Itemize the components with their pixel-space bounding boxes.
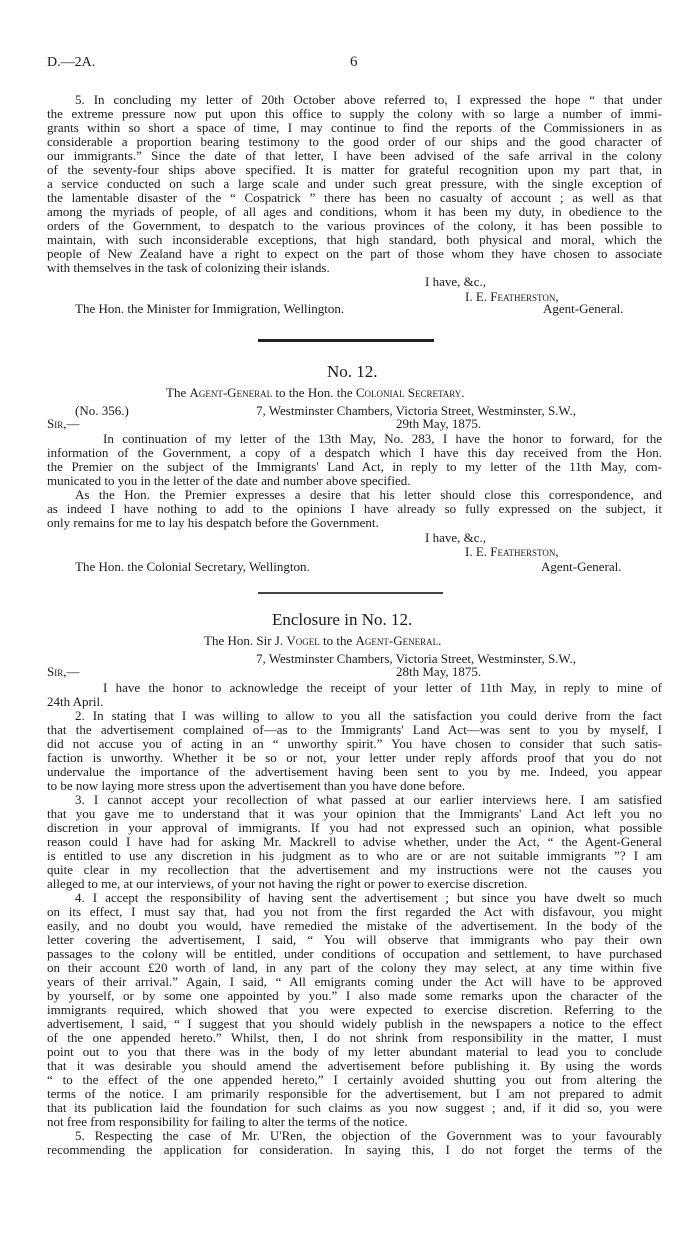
addressee: The Hon. the Colonial Secretary, Wellington. — [75, 559, 310, 574]
text-line: 3. I cannot accept your recollection of what passed at our earlier interviews here. I am satisfied — [75, 793, 662, 807]
text-line: that it was desirable you should amend the advertisement before publishing it. By using the words — [47, 1059, 662, 1073]
text-line: of the seventy-four ships above specified. It is matter for grateful recognition upon my part that, in — [47, 163, 662, 177]
text-line: that the advertisement complained of—as to the Immigrants' Land Act—was sent to you by myself, I — [47, 723, 662, 737]
paragraph — [47, 681, 662, 709]
text-line: only remains for me to lay his despatch before the Government. — [47, 516, 379, 530]
text-line: people of New Zealand have a right to expect on the part of those whom they have chosen to associate — [47, 247, 662, 261]
section-divider — [258, 592, 443, 594]
text-line: a service conducted on such a large scale and under such great pressure, with the single exception of — [47, 177, 662, 191]
text-line: 5. Respecting the case of Mr. U'Ren, the objection of the Government was to your favourably — [75, 1129, 662, 1143]
text-line: not free from responsibility for failing to alter the terms of the notice. — [47, 1115, 408, 1129]
paragraph — [47, 1129, 662, 1157]
salutation: Sir,— — [47, 664, 80, 679]
text-line: I have the honor to acknowledge the receipt of your letter of 11th May, in reply to mine of — [103, 681, 662, 695]
signer-title: Agent-General. — [543, 301, 624, 316]
paragraph — [47, 709, 662, 793]
text-line: on its effect, I must say that, had you not from the first regarded the Act with disfavour, you might — [47, 905, 662, 919]
paragraph — [47, 891, 662, 1129]
letter-number-heading: No. 12. — [327, 362, 378, 381]
text-line: terms of the notice. I am primarily responsible for the advertisement, but I am not prepared to admit — [47, 1087, 662, 1101]
text-line: discretion in your approval of immigrants. If you had not expressed such an opinion, what possible — [47, 821, 662, 835]
heading-segment: Vogel — [286, 633, 320, 648]
text-line: the lamentable disaster of the “ Cospatrick ” there has been no casualty of account ; as well as that — [47, 191, 662, 205]
paragraph — [47, 93, 662, 275]
enclosure-title: Enclosure in No. 12. — [272, 610, 413, 629]
text-line: 2. In stating that I was willing to allow to you all the satisfaction you could derive from the fact — [75, 709, 662, 723]
text-line: maintain, with such inconsiderable exceptions, that high standard, both physical and moral, which the — [47, 233, 662, 247]
heading-segment: . — [438, 633, 442, 648]
text-line: 4. I accept the responsibility of having sent the advertisement ; but since you have dwelt so much — [75, 891, 662, 905]
text-line: “ to the effect of the one appended hereto,” I certainly avoided shutting you out from altering the — [47, 1073, 662, 1087]
signer-title: Agent-General. — [541, 559, 622, 574]
text-line: undervalue the importance of the advertisement having been sent to you by me. Indeed, you appear — [47, 765, 662, 779]
text-line: by yourself, or by some one appointed by you.” I also made some remarks upon the character of the — [47, 989, 662, 1003]
salutation: Sir,— — [47, 416, 80, 431]
paragraph — [47, 488, 662, 530]
letter-heading — [166, 386, 465, 400]
text-line: of the one appended hereto.” Whilst, then, I do not shrink from responsibility in the matter, I must — [47, 1031, 662, 1045]
paragraph — [47, 432, 662, 488]
text-line: the extreme pressure now put upon this office to supply the colony with so large a number of immi- — [47, 107, 662, 121]
text-line: that its publication laid the foundation for such claims as you now suggest ; and, if it did so, you were — [47, 1101, 662, 1115]
text-line: reason could I have had for asking Mr. Mackrell to advise whether, under the Act, “ the Agent-General — [47, 835, 662, 849]
text-line: grants within so short a space of time, I may continue to find the reports of the Commissioners in as — [47, 121, 662, 135]
text-line: 24th April. — [47, 695, 104, 709]
text-line: is entitled to use any discretion in his judgment as to who are or are not suitable immigrants ”? I am — [47, 849, 662, 863]
text-line: letter covering the advertisement, I said, “ You will observe that immigrants who pay their own — [47, 933, 662, 947]
text-line: information of the Government, a copy of a despatch which I have this day received from the Hon. — [47, 446, 662, 460]
heading-segment: Colonial Secretary — [355, 385, 462, 400]
document-reference: D.—2A. — [47, 55, 96, 70]
heading-segment: The Hon. Sir J. — [204, 633, 287, 648]
text-line: our immigrants.” Since the date of that letter, I have been advised of the safe arrival in the colony — [47, 149, 662, 163]
letter-date: 28th May, 1875. — [396, 664, 482, 679]
page-number: 6 — [350, 54, 358, 70]
closing: I have, &c., — [425, 530, 487, 545]
enclosure-heading — [204, 634, 441, 648]
text-line: As the Hon. the Premier expresses a desire that his letter should close this correspondence, and — [75, 488, 662, 502]
text-line: on their account £20 worth of land, in any part of the colony they may select, at any time within five — [47, 961, 662, 975]
text-line: the Premier on the subject of the Immigrants' Land Act, in reply to my letter of the 11th May, com- — [47, 460, 662, 474]
text-line: with themselves in the task of colonizing their islands. — [47, 261, 330, 275]
section-divider — [258, 339, 434, 342]
text-line: considerable a proportion bearing testimony to the good order of our ships and the good character of — [47, 135, 662, 149]
signature-name: Featherston, — [490, 289, 559, 304]
text-line: immigrants required, which showed that you were expected to exercise discretion. Referring to the — [47, 1003, 662, 1017]
text-line: that you gave me to understand that it was your opinion that the Immigrants' Land Act left you no — [47, 807, 662, 821]
text-line: 5. In concluding my letter of 20th October above referred to, I expressed the hope “ that under — [75, 93, 662, 107]
closing: I have, &c., — [425, 274, 487, 289]
heading-segment: . — [461, 385, 465, 400]
text-line: point out to you that there was in the body of my letter abundant material to lead you to conclude — [47, 1045, 662, 1059]
signature-name: Featherston, — [490, 544, 559, 559]
sender-address: 7, Westminster Chambers, Victoria Street, Westminster, S.W., — [256, 651, 577, 666]
text-line: as indeed I have nothing to add to the opinions I have already so fully expressed on the subject, it — [47, 502, 662, 516]
text-line: among the myriads of people, of all ages and conditions, whom it has been my duty, in obedience to the — [47, 205, 662, 219]
reference-number: (No. 356.) — [75, 403, 129, 418]
text-line: recommending the application for consideration. In saying this, I do not forget the terms of the — [47, 1143, 662, 1157]
text-line: quite clear in my recollection that the advertisement and my instructions were not the causes you — [47, 863, 662, 877]
letter-date: 29th May, 1875. — [396, 416, 482, 431]
heading-segment: Agent-General — [355, 633, 439, 648]
text-line: In continuation of my letter of the 13th May, No. 283, I have the honor to forward, for the — [103, 432, 662, 446]
text-line: passages to the colony will be entitled, under conditions of occupation and settlement, to have purchased — [47, 947, 662, 961]
heading-segment: Agent-General — [189, 385, 273, 400]
addressee: The Hon. the Minister for Immigration, Wellington. — [75, 301, 345, 316]
sender-address: 7, Westminster Chambers, Victoria Street, Westminster, S.W., — [256, 403, 577, 418]
heading-segment: to the — [319, 633, 356, 648]
text-line: faction is unworthy. Whether it be so or not, your letter under reply affords proof that you do not — [47, 751, 662, 765]
text-line: did not accuse you of acting in an “ unworthy spirit.” You have chosen to consider that such satis- — [47, 737, 662, 751]
heading-segment: The — [166, 385, 190, 400]
text-line: to be now laying more stress upon the advertisement than you have done before. — [47, 779, 466, 793]
text-line: municated to you in the letter of the date and number above specified. — [47, 474, 411, 488]
heading-segment: to the Hon. the — [272, 385, 356, 400]
text-line: easily, and no doubt you would, have remedied the mistake of the advertisement. In the body of the — [47, 919, 662, 933]
signature-initials: I. E. — [465, 289, 491, 304]
signature-initials: I. E. — [465, 544, 491, 559]
text-line: advertisement, I said, “ I suggest that you should widely publish in the newspapers a notice to the effect — [47, 1017, 662, 1031]
text-line: orders of the Government, to despatch to the various provinces of the colony, it has been possible to — [47, 219, 662, 233]
paragraph — [47, 793, 662, 891]
text-line: years of their arrival.” Again, I said, “ All emigrants coming under the Act will have to be approved — [47, 975, 662, 989]
signature — [465, 545, 559, 559]
text-line: alleged to me, at our interviews, of your not having the right or power to exercise discretion. — [47, 877, 528, 891]
